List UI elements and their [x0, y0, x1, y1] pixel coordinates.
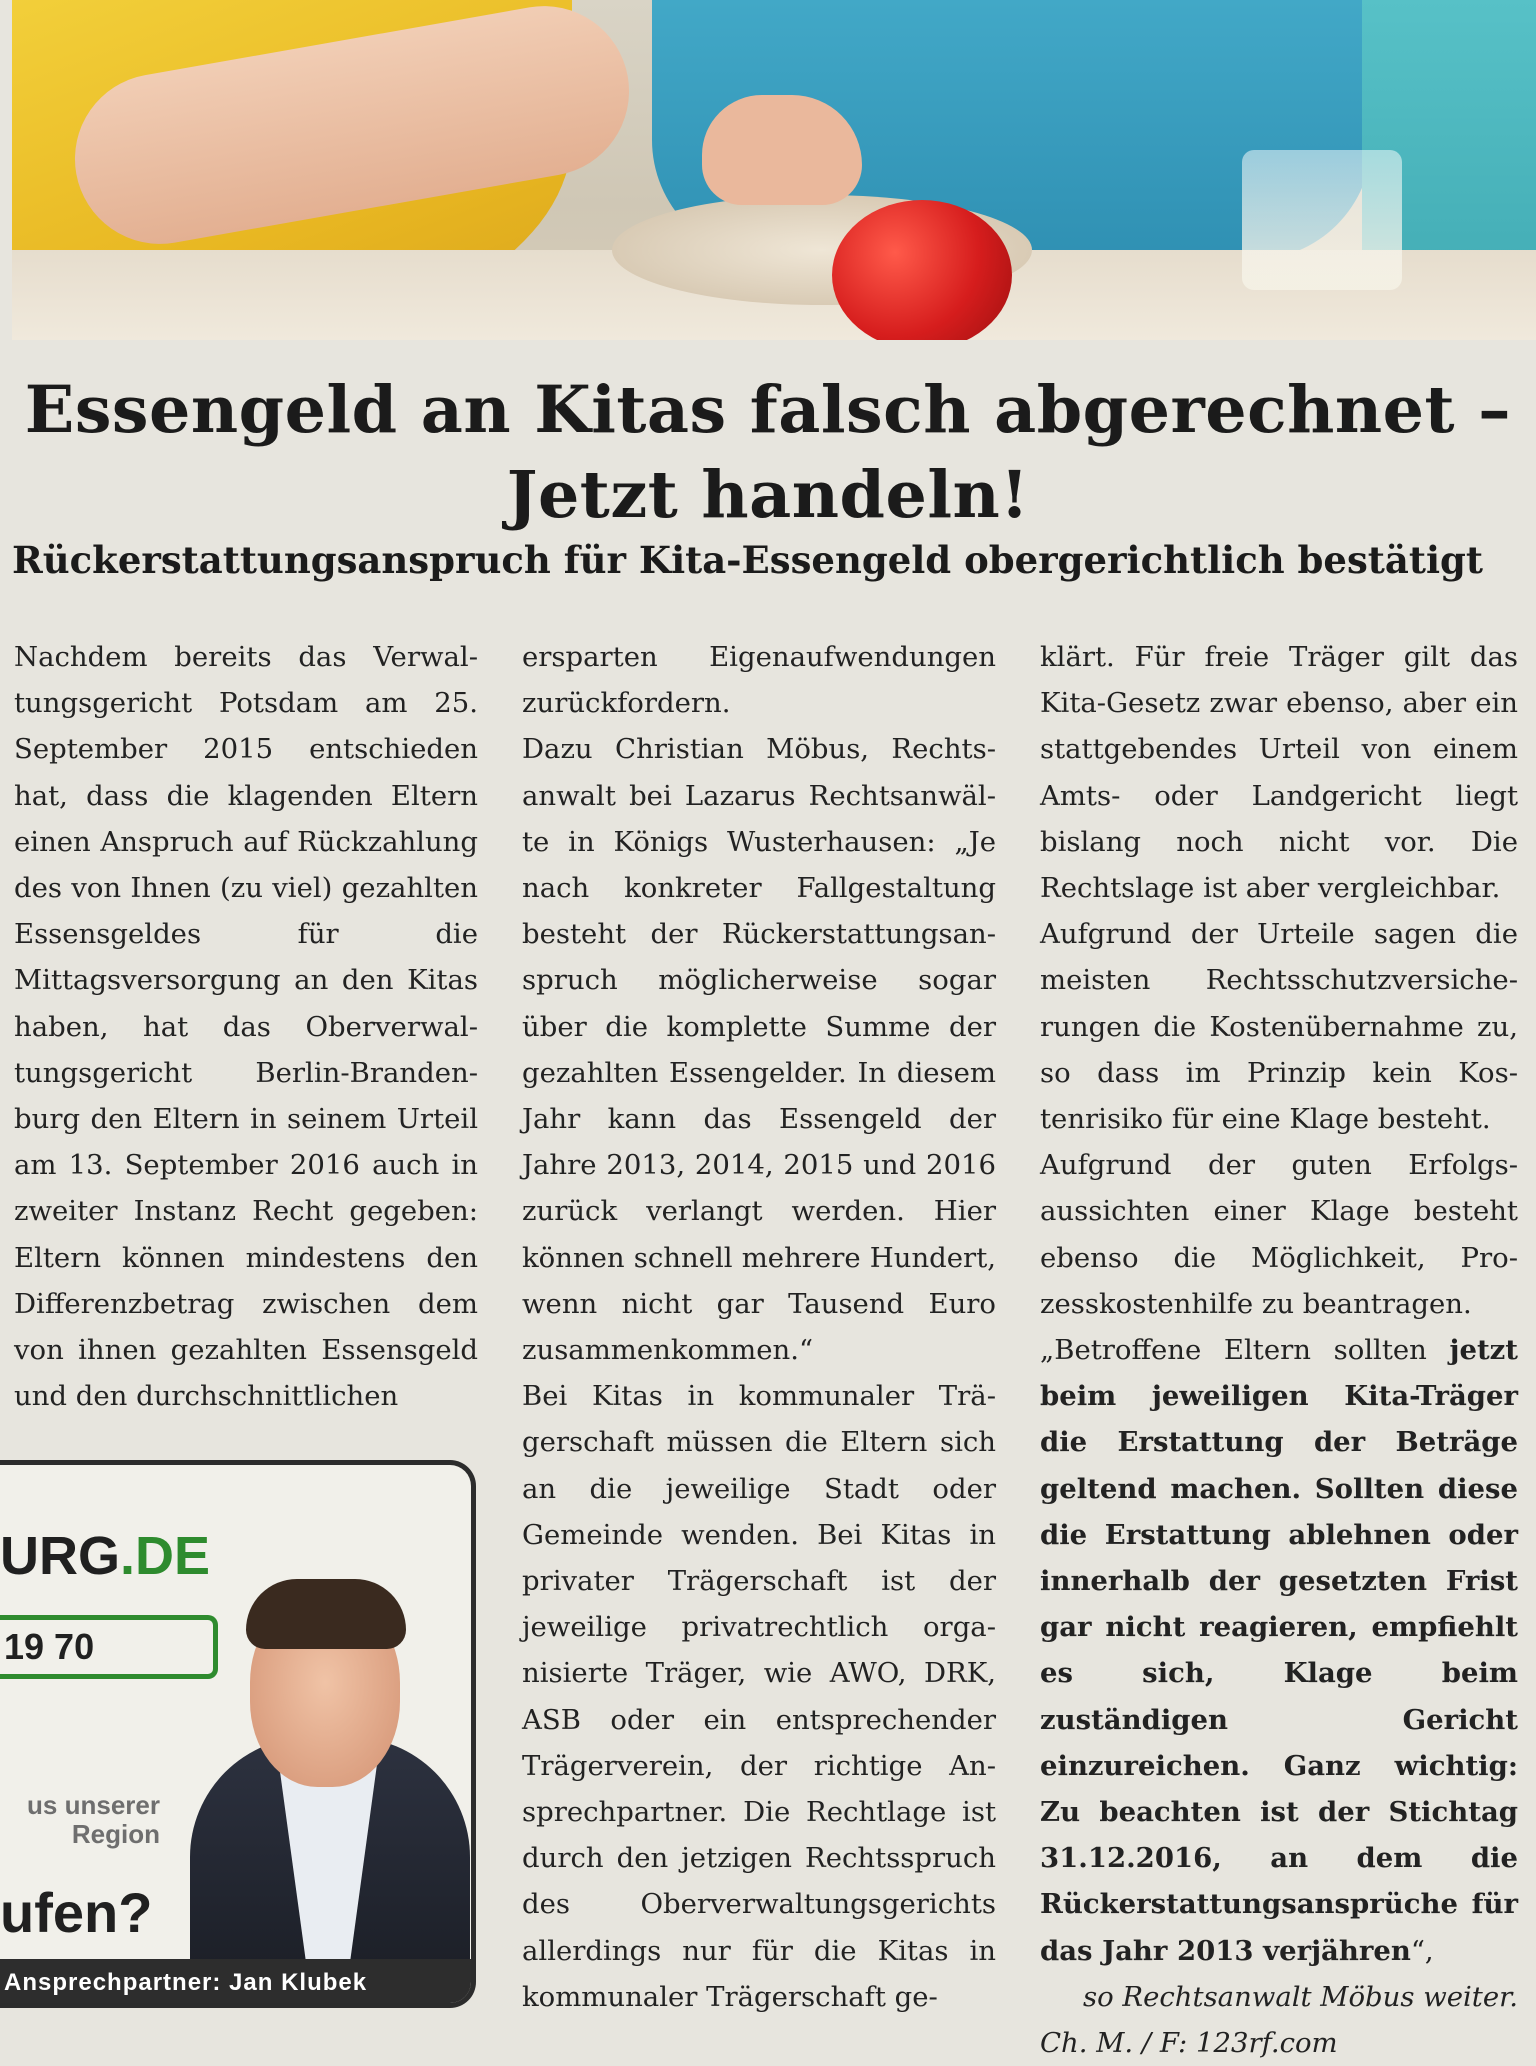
headline-line-1: Essengeld an Kitas falsch abgerechnet – [24, 372, 1512, 448]
col2-paragraph-2: Dazu Christian Möbus, Rechtsanwalt bei Lazarus Rechtsanwälte in Königs Wusterhausen: „Je nach konkreter Fallgestaltung besteht der Rückerstattungsanspruch möglicherweise sogar über die komplette Summe der gezahlten Essengelder. In diesem Jahr kann das Essengeld der Jahre 2013, 2014, 2015 und 2016 zurück verlangt werden. Hier können schnell mehrere Hundert, wenn nicht gar Tausend Euro zusammenkommen.“ [522, 733, 996, 1367]
ad-region [0, 1791, 160, 1849]
ad-domain [0, 1525, 210, 1587]
ad-phone-box [0, 1615, 218, 1679]
col3-paragraph-3: Aufgrund der guten Erfolgsaussichten einer Klage besteht ebenso die Möglichkeit, Prozesskostenhilfe zu beantragen. [1040, 1149, 1518, 1320]
quote-bold: jetzt beim jeweiligen Kita-Träger die Erstattung der Beträge geltend machen. Sollten diese die Erstattung ablehnen oder innerhalb der gesetzten Frist gar nicht reagieren, empfiehlt es sich, Klage beim zuständigen Gericht einzureichen. Ganz wichtig: Zu beachten ist der Stichtag 31.12.2016, an dem die Rückerstattungsansprüche für das Jahr 2013 verjähren [1040, 1334, 1518, 1967]
ad-contact-bar: Ansprechpartner: Jan Klubek [0, 1959, 476, 2007]
headline-line-2: Jetzt handeln! [506, 457, 1030, 533]
col3-paragraph-1: klärt. Für freie Träger gilt das Kita-Gesetz zwar ebenso, aber ein stattgebendes Urteil von einem Amts- oder Landgericht liegt bislang noch nicht vor. Die Rechtslage ist aber vergleichbar. [1040, 641, 1518, 905]
attribution: so Rechtsanwalt Möbus weiter. [1083, 1980, 1518, 2013]
ad-domain-suffix: .DE [120, 1526, 211, 1586]
ad-contact-photo [190, 1557, 470, 1959]
article-column-2 [522, 634, 996, 2020]
col3-paragraph-2: Aufgrund der Urteile sagen die meisten Rechtsschutzversicherungen die Kostenübernahme zu, so dass im Prinzip kein Kostenrisiko für eine Klage besteht. [1040, 918, 1518, 1136]
subheadline: Rückerstattungsanspruch für Kita-Essengeld obergerichtlich bestätigt [12, 538, 1483, 582]
ad-question: ufen? [0, 1881, 153, 1944]
photo-apple [832, 200, 1012, 340]
article-column-3 [1040, 634, 1518, 2066]
ad-phone: 19 70 [4, 1626, 95, 1667]
ad-region-line-1: us unserer [27, 1790, 160, 1820]
photo-hair [246, 1579, 406, 1649]
quote-lead: „Betroffene Eltern sollten [1040, 1334, 1427, 1367]
advertisement [0, 1460, 476, 2008]
photo-hand [702, 95, 862, 205]
quote-tail: “, [1410, 1934, 1434, 1967]
ad-region-line-2: Region [71, 1819, 160, 1849]
article-photo [12, 0, 1536, 340]
col3-paragraph-4 [1040, 1327, 1518, 1974]
col1-paragraph: Nachdem bereits das Verwaltungsgericht Potsdam am 25. September 2015 entschieden hat, dass die klagenden Eltern einen Anspruch auf Rückzahlung des von Ihnen (zu viel) gezahlten Essensgeldes für die Mittagsversorgung an den Kitas haben, hat das Oberverwaltungsgericht Berlin-Brandenburg den Eltern in seinem Urteil am 13. September 2016 auch in zweiter Instanz Recht gegeben: Eltern können mindestens den Differenzbetrag zwischen dem von ihnen gezahlten Essensgeld und den durchschnittlichen [14, 641, 478, 1413]
photo-glass [1242, 150, 1402, 290]
ad-domain-prefix: URG [0, 1526, 120, 1586]
col2-paragraph-1: ersparten Eigenaufwendungen zurückfordern. [522, 641, 996, 720]
col2-paragraph-3: Bei Kitas in kommunaler Trägerschaft müssen die Eltern sich an die jeweilige Stadt oder Gemeinde wenden. Bei Kitas in privater Trägerschaft ist der jeweilige privatrechtlich organisierte Träger, wie AWO, DRK, ASB oder ein entsprechender Trägerverein, der richtige Ansprechpartner. Die Rechtlage ist durch den jetzigen Rechtsspruch des Oberverwaltungsgerichts allerdings nur für die Kitas in kommunaler Trägerschaft ge- [522, 1380, 996, 2013]
photo-credit: Ch. M. / F: 123rf.com [1040, 2027, 1338, 2060]
article-column-1 [14, 634, 478, 1419]
